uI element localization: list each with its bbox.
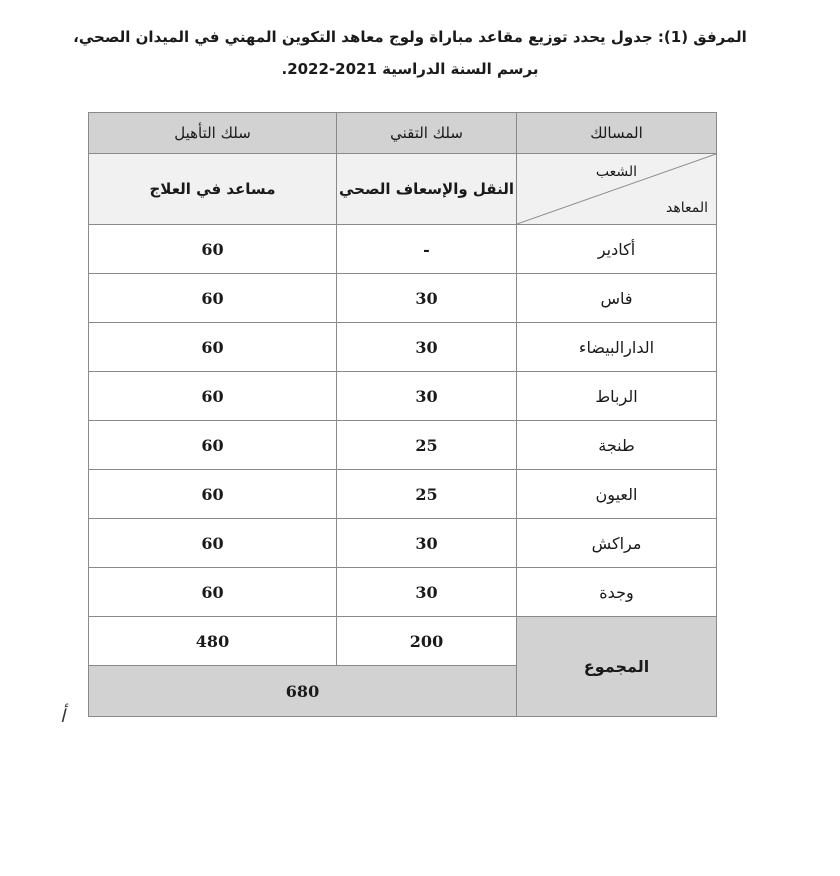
seats-taahil: 60 [89,274,337,323]
table-row [89,372,717,421]
seats-taahil: 60 [89,470,337,519]
seats-taqni: 25 [337,470,517,519]
table-row [89,274,717,323]
table-row [89,421,717,470]
institute-name: وجدة [517,568,717,617]
table-subheader-row [89,154,717,225]
total-taahil: 480 [89,617,337,666]
institute-name: العيون [517,470,717,519]
institute-name: فاس [517,274,717,323]
table-row [89,323,717,372]
seats-taqni: 30 [337,323,517,372]
branch-taqni: النقل والإسعاف الصحي [337,154,517,225]
total-row [89,617,717,666]
branch-taahil: مساعد في العلاج [89,154,337,225]
seats-taahil: 60 [89,323,337,372]
table-row [89,568,717,617]
grand-total: 680 [89,666,517,717]
institute-name: طنجة [517,421,717,470]
institute-name: مراكش [517,519,717,568]
document-title-line-1: المرفق (1): جدول يحدد توزيع مقاعد مباراة ولوج معاهد التكوين المهني في الميدان الصحي، [73,28,747,46]
seats-taahil: 60 [89,421,337,470]
table-row [89,470,717,519]
diag-label-institutes: المعاهد [666,200,708,216]
diagonal-header-cell [517,154,717,225]
diag-label-branches: الشعب [595,164,638,180]
total-taqni: 200 [337,617,517,666]
table-row [89,225,717,274]
margin-mark: ﺃ [60,706,66,727]
seats-distribution-table [88,112,717,717]
seats-taqni: - [337,225,517,274]
header-taahil: سلك التأهيل [89,113,337,154]
table-header-row [89,113,717,154]
table-row [89,519,717,568]
institute-name: الرباط [517,372,717,421]
header-masalik: المسالك [517,113,717,154]
seats-taahil: 60 [89,225,337,274]
seats-taqni: 30 [337,568,517,617]
institute-name: أكادير [517,225,717,274]
header-taqni: سلك التقني [337,113,517,154]
seats-taqni: 25 [337,421,517,470]
seats-taahil: 60 [89,568,337,617]
seats-taqni: 30 [337,274,517,323]
total-label: المجموع [517,617,717,717]
institute-name: الدارالبيضاء [517,323,717,372]
seats-taqni: 30 [337,372,517,421]
document-title-line-2: برسم السنة الدراسية 2021-2022. [281,60,539,78]
seats-taahil: 60 [89,372,337,421]
seats-taahil: 60 [89,519,337,568]
seats-taqni: 30 [337,519,517,568]
